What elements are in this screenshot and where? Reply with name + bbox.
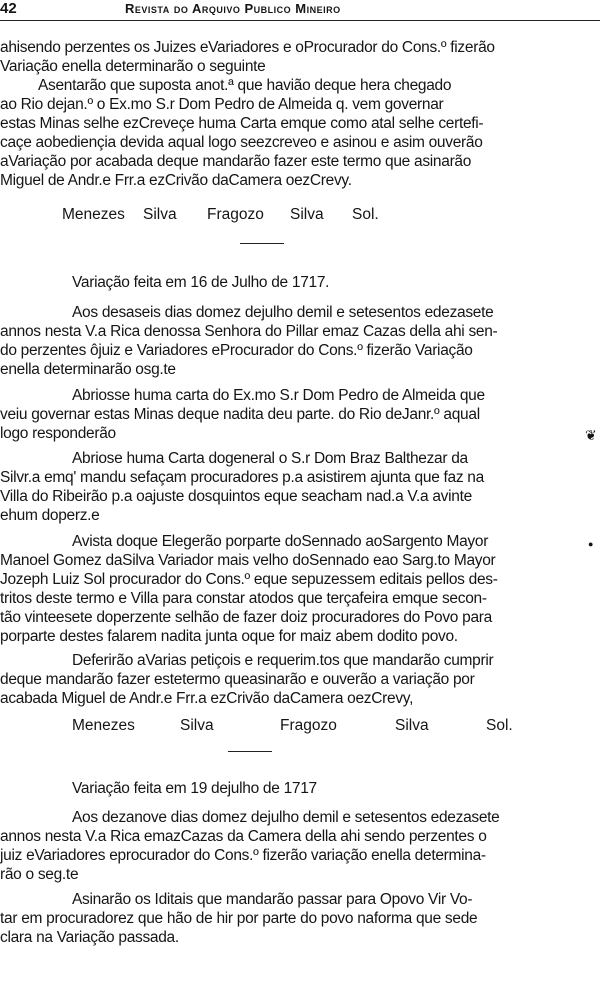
text-line: annos nesta V.a Rica denossa Senhora do Pillar emaz Cazas della ahi sen- xyxy=(0,323,498,340)
text-line: Abriosse huma carta do Ex.mo S.r Dom Pedro de Almeida que xyxy=(72,387,485,404)
text-line: Silvr.a emq' mandu sefaçam procuradores p.a asistirem ajunta que faz na xyxy=(0,469,484,486)
page-header xyxy=(0,0,600,21)
text-line: Villa do Ribeirão p.a oajuste dosquintos eque seacham nad.a V.a avinte xyxy=(0,488,472,505)
section-divider xyxy=(228,751,272,752)
text-line: veiu governar estas Minas deque nadita deu parte. do Rio deJanr.º aqual xyxy=(0,406,480,423)
text-line: tar em procuradorez que hão de hir por parte do povo naforma que sede xyxy=(0,910,478,927)
text-line: caçe aobediençia devida aqual logo seezcreveo e asinou e asim ouverão xyxy=(0,134,483,151)
text-line: Asinarão os Iditais que mandarão passar para Opovo Vir Vo- xyxy=(72,891,473,908)
text-line: tão vinteesete doperzente selhão de fazer doiz procuradores do Povo para xyxy=(0,609,492,626)
text-line: do perzentes ôjuiz e Variadores eProcurador do Cons.º fizerão Variação xyxy=(0,342,473,359)
text-line: clara na Variação passada. xyxy=(0,929,179,946)
text-line: ehum doperz.e xyxy=(0,507,100,524)
text-line: Abriose huma Carta dogeneral o S.r Dom Braz Balthezar da xyxy=(72,450,468,467)
signature: Menezes xyxy=(62,206,125,223)
signature: Menezes xyxy=(72,717,135,734)
text-line: tritos deste termo e Villa para constar atodos que terçafeira emque secon- xyxy=(0,590,487,607)
signature: Silva xyxy=(395,717,429,734)
text-line: Jozeph Luiz Sol procurador do Cons.º eque sepuzessem editais pellos des- xyxy=(0,571,498,588)
text-line: Avista doque Elegerão porparte doSennado aoSargento Mayor xyxy=(72,533,489,550)
signature: Fragozo xyxy=(207,206,264,223)
signature: Sol. xyxy=(352,206,379,223)
text-line: porparte destes falarem nadita junta oque for maiz abem dodito povo. xyxy=(0,628,458,645)
text-line: Deferirão aVarias petiçois e requerim.tos que mandarão cumprir xyxy=(72,652,494,669)
text-line: logo responderão xyxy=(0,425,116,442)
text-line: enella determinarão osg.te xyxy=(0,361,176,378)
journal-title: Revista do Arquivo Publico Mineiro xyxy=(125,1,341,16)
section-heading: Variação feita em 16 de Julho de 1717. xyxy=(72,274,330,291)
signature: Fragozo xyxy=(280,717,337,734)
page-number: 42 xyxy=(0,0,17,17)
signature: Sol. xyxy=(486,717,513,734)
section-heading: Variação feita em 19 dejulho de 1717 xyxy=(72,780,317,797)
text-line: ao Rio dejan.º o Ex.mo S.r Dom Pedro de Almeida q. vem governar xyxy=(0,96,444,113)
text-line: annos nesta V.a Rica emazCazas da Camera della ahi sendo perzentes o xyxy=(0,828,487,845)
text-line: Aos desaseis dias domez dejulho demil e setesentos edezasete xyxy=(72,304,494,321)
text-line: aVariação por acabada deque mandarão fazer este termo que asinarão xyxy=(0,153,472,170)
signature: Silva xyxy=(143,206,177,223)
text-line: acabada Miguel de Andr.e Frr.a ezCrivão daCamera oezCrevy, xyxy=(0,690,414,707)
text-line: juiz eVariadores eprocurador do Cons.º fizerão variação enella determina- xyxy=(0,847,486,864)
text-line: Variação enella determinarão o seguinte xyxy=(0,58,266,75)
signature: Silva xyxy=(180,717,214,734)
text-line: deque mandarão fazer estetermo queasinarão e ouverão a variação por xyxy=(0,671,475,688)
signature: Silva xyxy=(290,206,324,223)
text-line: Miguel de Andr.e Frr.a ezCrivão daCamera oezCrevy. xyxy=(0,172,352,189)
text-line: Aos dezanove dias domez dejulho demil e setesentos edezasete xyxy=(72,809,500,826)
section-divider xyxy=(240,243,284,244)
text-line: Manoel Gomez daSilva Variador mais velho doSennado eao Sarg.to Mayor xyxy=(0,552,496,569)
text-line: rão o seg.te xyxy=(0,866,79,883)
speck-mark: ● xyxy=(588,539,594,549)
text-line: Asentarão que suposta anot.ª que havião deque hera chegado xyxy=(38,77,452,94)
text-line: estas Minas selhe ezCreveçe huma Carta emque como atal selhe certefi- xyxy=(0,115,484,132)
speck-mark: ❦ xyxy=(585,429,597,444)
text-line: ahisendo perzentes os Juizes eVariadores e oProcurador do Cons.º fizerão xyxy=(0,39,495,56)
